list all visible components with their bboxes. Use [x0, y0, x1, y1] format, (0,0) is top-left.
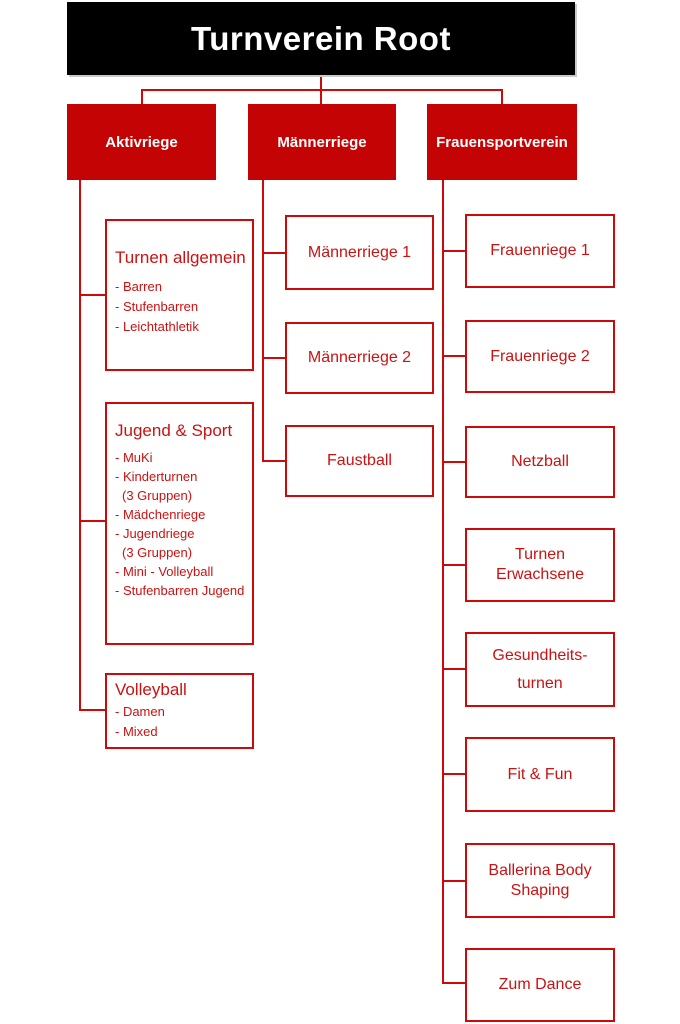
- leaf-label-line: Shaping: [510, 881, 570, 899]
- group-item: (3 Gruppen): [122, 488, 193, 503]
- connector-line: [262, 252, 286, 254]
- branch-label: Frauensportverein: [436, 133, 568, 151]
- connector-line: [141, 89, 503, 91]
- group-title: Volleyball: [115, 680, 187, 699]
- leaf-box-maennerriege-1: [285, 215, 434, 290]
- leaf-box-turnen-erwachsene: [465, 528, 615, 602]
- group-box-volleyball: [105, 673, 254, 749]
- connector-line: [79, 520, 106, 522]
- root-box: [67, 2, 575, 75]
- connector-line: [79, 180, 81, 711]
- connector-line: [442, 564, 466, 566]
- connector-line: [501, 89, 503, 104]
- connector-line: [262, 460, 286, 462]
- leaf-label: Fit & Fun: [507, 765, 573, 783]
- group-item-list: [115, 448, 250, 600]
- connector-line: [442, 668, 466, 670]
- connector-line: [442, 250, 466, 252]
- group-box-turnen-allgemein: [105, 219, 254, 371]
- connector-line: [442, 880, 466, 882]
- leaf-label-line: Ballerina Body: [488, 861, 592, 879]
- connector-line: [79, 709, 106, 711]
- root-title: Turnverein Root: [191, 19, 451, 57]
- leaf-label-line: Gesundheits-: [492, 646, 588, 664]
- group-item: - Stufenbarren: [115, 299, 199, 314]
- leaf-label-line: Turnen: [514, 546, 566, 563]
- group-item: - MuKi: [115, 450, 153, 465]
- leaf-label: Zum Dance: [498, 976, 582, 993]
- leaf-label: Frauenriege 2: [490, 347, 590, 365]
- connector-line: [442, 773, 466, 775]
- branch-label: Männerriege: [277, 133, 367, 151]
- leaf-box-maennerriege-2: [285, 322, 434, 394]
- connector-line: [262, 357, 286, 359]
- leaf-box-gesundheitsturnen: [465, 632, 615, 707]
- branch-label: Aktivriege: [105, 133, 178, 151]
- group-title: Jugend & Sport: [115, 421, 233, 440]
- leaf-label: Netzball: [511, 453, 569, 470]
- leaf-label: Männerriege 2: [307, 349, 412, 366]
- group-item: - Mini - Volleyball: [115, 564, 214, 579]
- group-box-jugend-sport: [105, 402, 254, 645]
- group-item: (3 Gruppen): [122, 545, 193, 560]
- connector-line: [442, 355, 466, 357]
- connector-line: [442, 982, 466, 984]
- group-item: - Leichtathletik: [115, 319, 199, 334]
- group-item: - Mixed: [115, 723, 158, 739]
- leaf-label-line: Erwachsene: [495, 566, 585, 583]
- connector-line: [79, 294, 106, 296]
- leaf-box-frauenriege-2: [465, 320, 615, 393]
- group-item: - Barren: [115, 279, 162, 294]
- group-item-list: [115, 702, 250, 741]
- group-item: - Jugendriege: [115, 526, 195, 541]
- leaf-box-zum-dance: [465, 948, 615, 1022]
- leaf-box-frauenriege-1: [465, 214, 615, 288]
- leaf-label: Männerriege 1: [307, 243, 412, 261]
- group-item-list: [115, 277, 250, 337]
- group-title: Turnen allgemein: [115, 248, 246, 267]
- branch-box-frauensportverein: [427, 104, 577, 180]
- leaf-box-faustball: [285, 425, 434, 497]
- group-item: - Stufenbarren Jugend: [115, 583, 245, 598]
- leaf-label: Faustball: [327, 452, 392, 469]
- leaf-box-netzball: [465, 426, 615, 498]
- leaf-label-line: turnen: [517, 674, 563, 692]
- connector-line: [442, 180, 444, 984]
- connector-line: [262, 180, 264, 462]
- group-item: - Damen: [115, 704, 165, 719]
- branch-box-maennerriege: [248, 104, 396, 180]
- connector-line: [141, 89, 143, 104]
- leaf-box-ballerina-body-shaping: [465, 843, 615, 918]
- group-item: - Mädchenriege: [115, 507, 206, 522]
- leaf-box-fit-und-fun: [465, 737, 615, 812]
- branch-box-aktivriege: [67, 104, 216, 180]
- group-item: - Kinderturnen: [115, 469, 198, 484]
- connector-line: [442, 461, 466, 463]
- leaf-label: Frauenriege 1: [490, 242, 590, 259]
